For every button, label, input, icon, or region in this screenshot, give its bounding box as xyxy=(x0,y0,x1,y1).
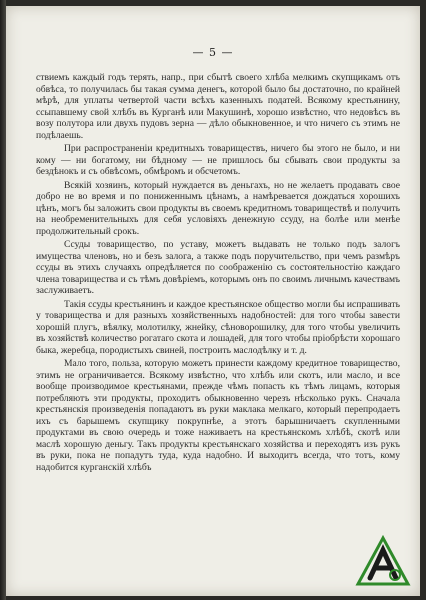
paragraph: Мало того, польза, которую можетъ принести каждому кредитное товарищество, этимъ не ограничивается. Всякому извѣстно, что хлѣбъ или скотъ, или масло, и все вообще производимое крестьянами, прежде чѣмъ попасть къ тѣмъ лицамъ, которыя потребляютъ эти продукты, проходитъ обыкновенно черезъ нѣсколько рукъ. Сначала крестьянскія произведенія попадаютъ въ руки маклака мелкаго, который перепродаетъ ихъ съ барышемъ скупщику покрупнѣе, а этотъ барышничаетъ скупленными продуктами въ свою очередь и тоже наживаетъ на крестьянскомъ хлѣбѣ, скотѣ или маслѣ хорошую деньгу. Такъ продукты крестьянскаго хозяйства и переходятъ изъ рукъ въ руки, пока не попадутъ туда, куда надобно. И выходитъ всегда, что тотъ, кому надобится курганскій хлѣбъ xyxy=(36,358,400,473)
paragraph: ствиемъ каждый годъ терять, напр., при сбытѣ своего хлѣба мелкимъ скупщикамъ отъ обвѣса, то получилась бы такая сумма денегъ, которой было бы достаточно, по крайней мѣрѣ, для уплаты четвертой части всѣхъ казенныхъ податей. Всякому крестьянину, ссыпавшему свой хлѣбъ въ Курганѣ или Макушинѣ, хорошо извѣстно, что недовѣсъ въ возу полутора или двухъ пудовъ зерна — дѣло обыкновенное, и что ничего съ этимъ не подѣлаешь. xyxy=(36,72,400,141)
library-stamp-icon xyxy=(352,528,414,590)
paragraph: Ссуды товарищество, по уставу, можетъ выдавать не только подъ залогъ имущества членовъ, но и безъ залога, а также подъ поручительство, при чемъ размѣръ ссуды въ этихъ случаяхъ опредѣляется по соображенію съ состоятельностію каждаго члена товарищества и съ тѣмъ довѣріемъ, которымъ онъ по своимъ личнымъ качествамъ заслуживаетъ. xyxy=(36,239,400,296)
page-number: — 5 — xyxy=(192,46,234,59)
paragraph: При распространеніи кредитныхъ товариществъ, ничего бы этого не было, и ни кому — ни богатому, ни бѣдному — не пришлось бы сбывать свои продукты за бездѣнокъ и съ обвѣсомъ, обмѣромъ и обсчетомъ. xyxy=(36,143,400,177)
paragraph: Такія ссуды крестьянинъ и каждое крестьянское общество могли бы испрашивать у товарищества и для разныхъ хозяйственныхъ надобностей: для того чтобы завести хорошій плугъ, вѣялку, молотилку, жнейку, сѣноворошилку, для того чтобы увеличить въ хозяйствѣ количество рогатаго скота и лошадей, для того чтобы пріобрѣсти хорошаго быка, жеребца, породистыхъ свиней, построить маслодѣлку и т. д. xyxy=(36,298,400,356)
document-page xyxy=(6,6,420,596)
body-text xyxy=(36,72,400,572)
paragraph: Всякій хозяинъ, который нуждается въ деньгахъ, но не желаетъ продавать свое добро не во время и по пониженнымъ цѣнамъ, а намѣревается дождаться хорошихъ цѣнъ, могъ бы заложить свои продукты въ своемъ кредитномъ товариществѣ и получить на необременительныхъ для себя условіяхъ денежную ссуду, на болѣе или менѣе продолжительный срокъ. xyxy=(36,179,400,237)
